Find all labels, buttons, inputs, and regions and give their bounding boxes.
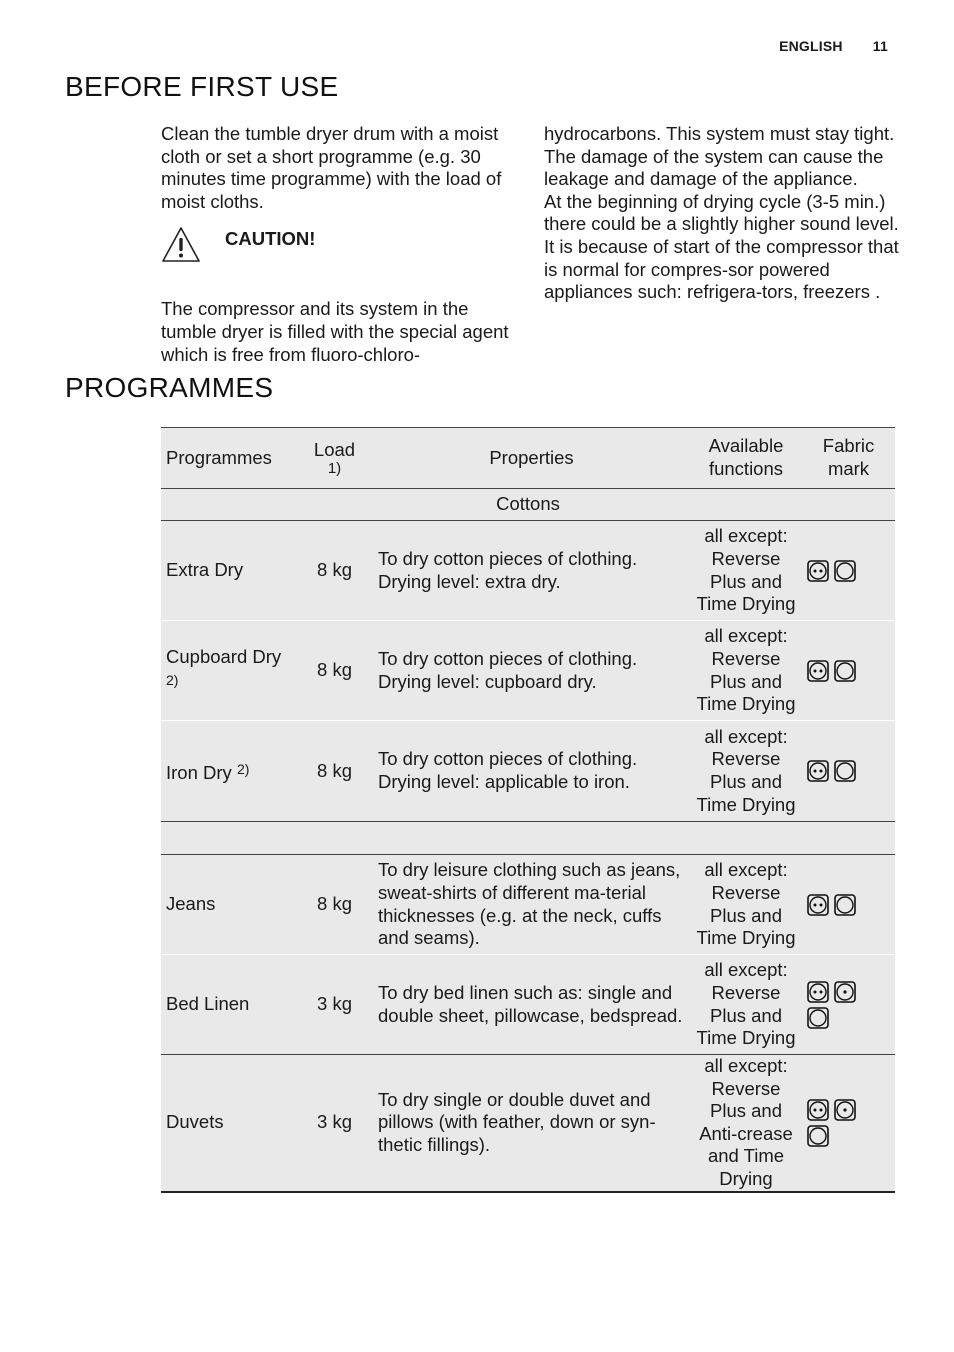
load-cell: 3 kg	[296, 955, 373, 1055]
fabric-mark-cell	[802, 855, 895, 955]
functions-cell: all except: Reverse Plus and Time Drying	[690, 955, 802, 1055]
page-number: 11	[872, 38, 888, 54]
dryer-dot-dot-icon	[807, 560, 829, 582]
sound-level-paragraph: At the beginning of drying cycle (3-5 min.) there could be a slightly higher sound level. It is because of start of the compressor that is normal for compres-sor powered appliances such: refrigera-tors, freezers .	[544, 190, 899, 303]
programme-name-cell	[161, 1055, 296, 1192]
load-cell: 8 kg	[296, 721, 373, 822]
programmes-heading: PROGRAMMES	[65, 372, 274, 403]
programme-name: Iron Dry	[166, 761, 232, 783]
running-header	[779, 38, 888, 54]
dryer-plain-icon	[834, 560, 856, 582]
intro-paragraph: Clean the tumble dryer drum with a moist cloth or set a short programme (e.g. 30 minutes time programme) with the load of moist cloths.	[161, 123, 502, 212]
table-row	[161, 955, 895, 1055]
table-row	[161, 1055, 895, 1192]
column-header-programmes: Programmes	[161, 428, 296, 489]
functions-cell: all except: Reverse Plus and Time Drying	[690, 521, 802, 621]
dryer-plain-icon	[807, 1125, 829, 1147]
warning-triangle-icon	[161, 226, 201, 264]
programme-footnote: 2)	[236, 760, 250, 777]
properties-cell: To dry cotton pieces of clothing. Drying level: applicable to iron.	[373, 721, 690, 822]
fabric-mark-cell	[802, 1055, 895, 1192]
programmes-table	[161, 427, 895, 1193]
table-row	[161, 855, 895, 955]
functions-cell: all except: Reverse Plus and Anti-crease and Time Drying	[690, 1055, 802, 1192]
dryer-dot-dot-icon	[807, 894, 829, 916]
programme-footnote: 2)	[166, 671, 179, 688]
load-cell: 8 kg	[296, 855, 373, 955]
before-first-use-heading: BEFORE FIRST USE	[65, 71, 339, 102]
column-header-fabric-mark: Fabric mark	[802, 428, 895, 489]
programme-name-cell	[161, 955, 296, 1055]
column-header-properties: Properties	[373, 428, 690, 489]
dryer-dot-dot-icon	[807, 660, 829, 682]
table-row	[161, 721, 895, 822]
compressor-paragraph-end: hydrocarbons. This system must stay tight. The damage of the system can cause the leakage and damage of the appliance.	[544, 123, 895, 190]
section-label-empty	[161, 822, 895, 855]
load-cell: 8 kg	[296, 621, 373, 721]
load-footnote: 1)	[327, 460, 342, 478]
programme-name: Extra Dry	[166, 559, 244, 581]
load-label: Load	[313, 438, 356, 460]
dryer-plain-icon	[834, 760, 856, 782]
properties-cell: To dry leisure clothing such as jeans, sweat-shirts of different ma-terial thicknesses (e.g. at the neck, cuffs and seams).	[373, 855, 690, 955]
left-text-column	[161, 123, 511, 366]
dryer-dot-dot-icon	[807, 981, 829, 1003]
fabric-mark-cell	[802, 955, 895, 1055]
programme-name: Bed Linen	[166, 993, 250, 1015]
programme-name-cell	[161, 521, 296, 621]
dryer-plain-icon	[834, 894, 856, 916]
caution-notice	[161, 226, 511, 286]
fabric-mark-cell	[802, 521, 895, 621]
programme-name-cell	[161, 621, 296, 721]
dryer-dot-dot-icon	[807, 1099, 829, 1121]
programme-name: Cupboard Dry	[166, 645, 282, 667]
fabric-mark-cell	[802, 721, 895, 822]
table-header-row	[161, 428, 895, 489]
load-cell: 3 kg	[296, 1055, 373, 1192]
table-row	[161, 621, 895, 721]
properties-cell: To dry cotton pieces of clothing. Drying level: extra dry.	[373, 521, 690, 621]
right-text-column	[544, 123, 900, 304]
programme-name-cell	[161, 855, 296, 955]
dryer-dot-dot-icon	[807, 760, 829, 782]
language-label: ENGLISH	[779, 38, 843, 54]
column-header-available-functions: Available functions	[690, 428, 802, 489]
column-header-load	[296, 428, 373, 489]
programme-name: Duvets	[166, 1111, 224, 1133]
dryer-dot-icon	[834, 1099, 856, 1121]
properties-cell: To dry bed linen such as: single and double sheet, pillowcase, bedspread.	[373, 955, 690, 1055]
properties-cell: To dry cotton pieces of clothing. Drying level: cupboard dry.	[373, 621, 690, 721]
properties-cell: To dry single or double duvet and pillows (with feather, down or syn-thetic fillings).	[373, 1055, 690, 1192]
functions-cell: all except: Reverse Plus and Time Drying	[690, 721, 802, 822]
load-cell: 8 kg	[296, 521, 373, 621]
table-row	[161, 521, 895, 621]
compressor-paragraph-start: The compressor and its system in the tumble dryer is filled with the special agent which is free from fluoro-chloro-	[161, 298, 509, 365]
section-label-cottons: Cottons	[161, 489, 895, 521]
programme-name: Jeans	[166, 893, 216, 915]
section-row-empty	[161, 822, 895, 855]
caution-label: CAUTION!	[225, 228, 316, 250]
dryer-plain-icon	[834, 660, 856, 682]
fabric-mark-cell	[802, 621, 895, 721]
functions-cell: all except: Reverse Plus and Time Drying	[690, 855, 802, 955]
section-row-cottons	[161, 489, 895, 521]
dryer-dot-icon	[834, 981, 856, 1003]
programme-name-cell	[161, 721, 296, 822]
dryer-plain-icon	[807, 1007, 829, 1029]
functions-cell: all except: Reverse Plus and Time Drying	[690, 621, 802, 721]
